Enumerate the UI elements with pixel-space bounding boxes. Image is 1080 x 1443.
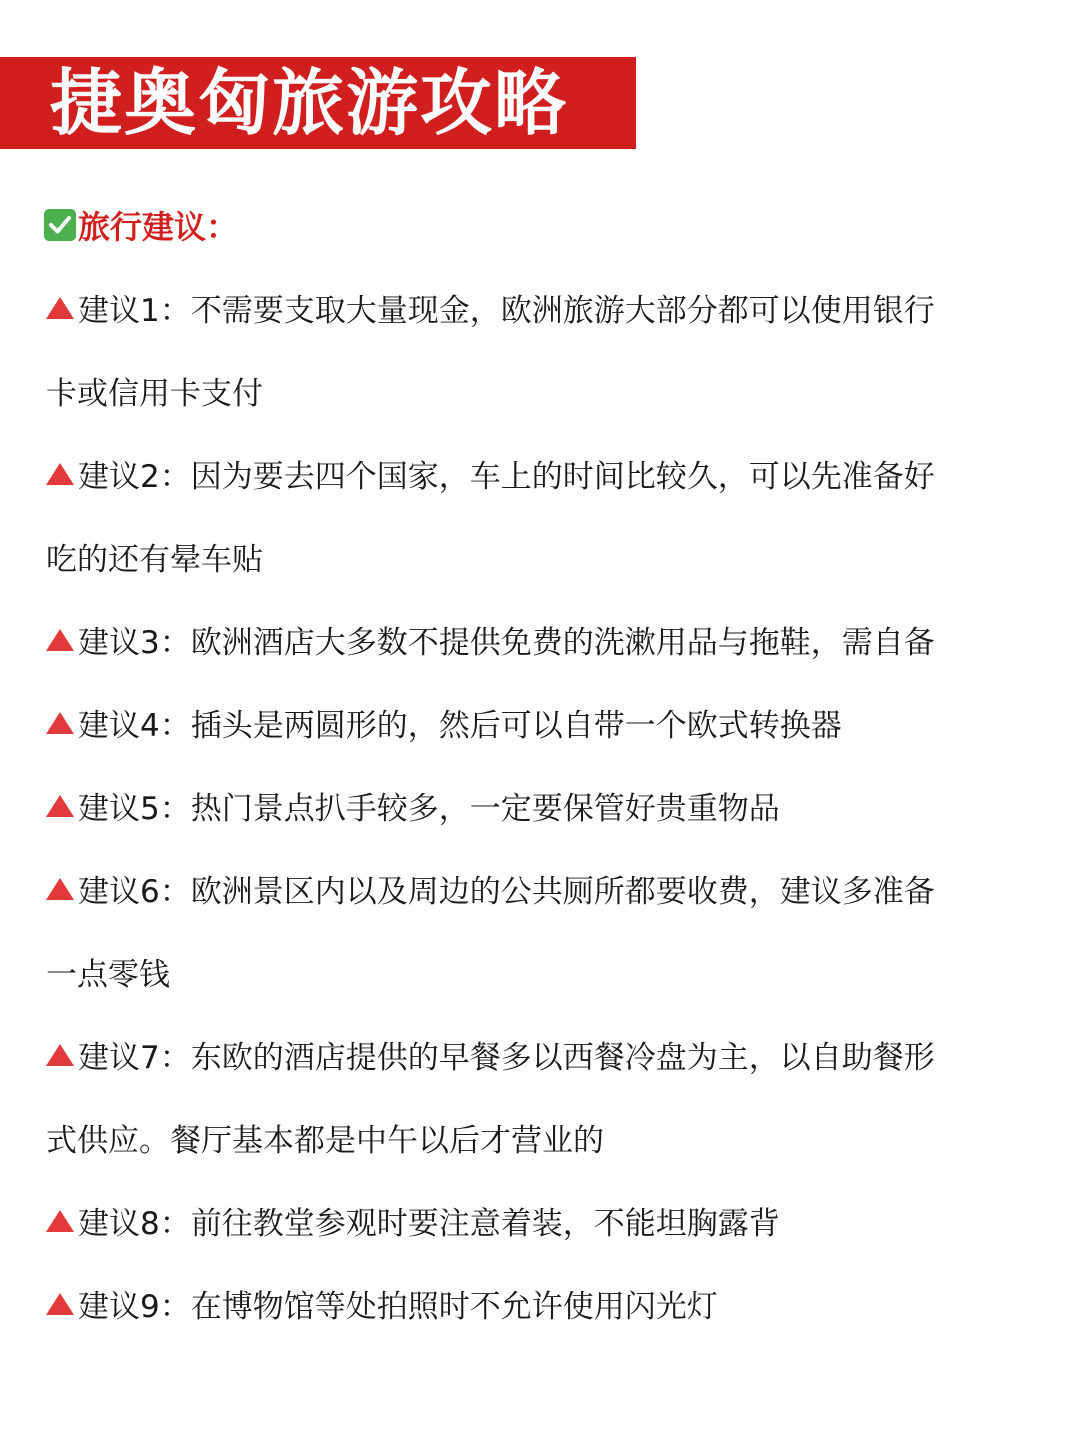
red-triangle-icon [46,878,74,900]
tip-text: 建议3：欧洲酒店大多数不提供免费的洗漱用品与拖鞋，需自备 [78,625,935,661]
red-triangle-icon [46,1044,74,1066]
tip-line [46,1183,1021,1266]
tip-line [46,851,1021,934]
tip-item [46,851,1021,1017]
red-triangle-icon [46,463,74,485]
tip-text: 吃的还有晕车贴 [46,542,263,578]
tip-item [46,1266,1021,1349]
tip-line [46,519,1021,602]
section-heading-text: 旅行建议： [78,208,239,246]
tip-line [46,1266,1021,1349]
tip-item [46,436,1021,602]
tip-text: 建议7：东欧的酒店提供的早餐多以西餐冷盘为主，以自助餐形 [78,1040,935,1076]
tip-line [46,768,1021,851]
tip-text: 式供应。餐厅基本都是中午以后才营业的 [46,1123,604,1159]
tip-text: 一点零钱 [46,957,170,993]
red-triangle-icon [46,297,74,319]
tip-text: 建议1：不需要支取大量现金，欧洲旅游大部分都可以使用银行 [78,293,935,329]
tip-text: 卡或信用卡支付 [46,376,263,412]
red-triangle-icon [46,1210,74,1232]
tip-item [46,768,1021,851]
tip-item [46,685,1021,768]
tip-item [46,1183,1021,1266]
tip-line [46,934,1021,1017]
red-triangle-icon [46,712,74,734]
tip-line [46,353,1021,436]
tip-text: 建议4：插头是两圆形的，然后可以自带一个欧式转换器 [78,708,842,744]
tip-item [46,1017,1021,1183]
tip-item [46,602,1021,685]
check-mark-icon [44,209,76,241]
tip-line [46,270,1021,353]
tip-text: 建议5：热门景点扒手较多，一定要保管好贵重物品 [78,791,780,827]
red-triangle-icon [46,1293,74,1315]
red-triangle-icon [46,629,74,651]
tip-text: 建议2：因为要去四个国家，车上的时间比较久，可以先准备好 [78,459,935,495]
tip-line [46,685,1021,768]
tip-line [46,436,1021,519]
tip-line [46,1100,1021,1183]
page-title: 捷奥匈旅游攻略 [50,61,569,145]
tip-text: 建议9：在博物馆等处拍照时不允许使用闪光灯 [78,1289,718,1325]
tip-line [46,1017,1021,1100]
section-heading [44,205,238,245]
tips-list [46,270,1021,1349]
tip-text: 建议6：欧洲景区内以及周边的公共厕所都要收费，建议多准备 [78,874,935,910]
tip-text: 建议8：前往教堂参观时要注意着装，不能坦胸露背 [78,1206,780,1242]
tip-item [46,270,1021,436]
red-triangle-icon [46,795,74,817]
tip-line [46,602,1021,685]
